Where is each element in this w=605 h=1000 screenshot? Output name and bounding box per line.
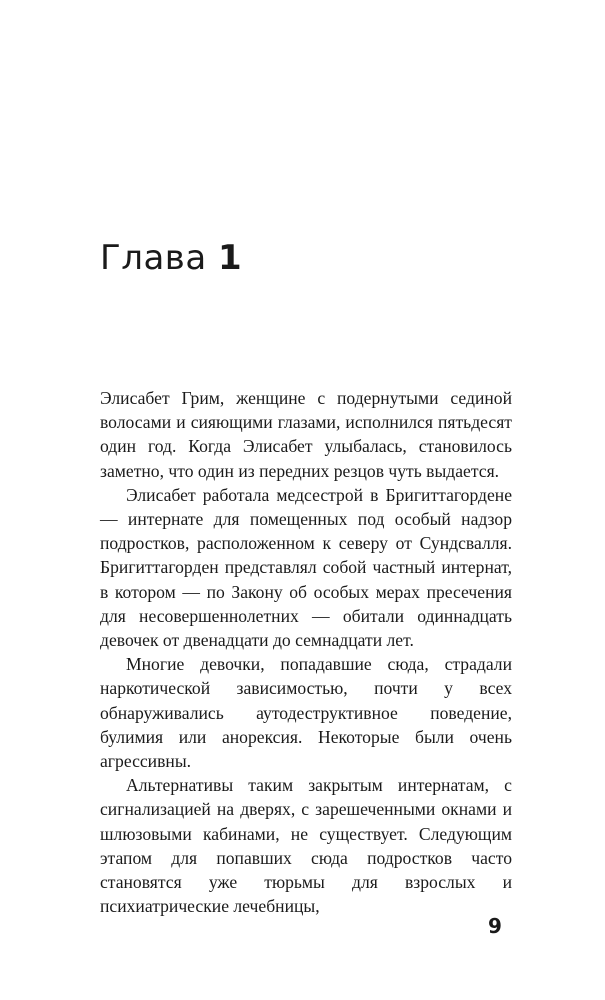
page-number: 9 — [488, 914, 502, 938]
chapter-number: 1 — [218, 238, 243, 278]
chapter-word: Глава — [100, 238, 207, 278]
paragraph: Элисабет работала медсестрой в Бригиттагордене — интернате для помещенных под особый надзор подростков, расположенном к северу от Сундсвалля. Бригиттагорден представлял собой частный интернат, в котором — по Закону об особых мерах пресечения для несовершеннолетних — обитали одиннадцать девочек от двенадцати до семнадцати лет. — [100, 484, 512, 651]
chapter-title — [100, 238, 242, 278]
paragraph: Многие девочки, попадавшие сюда, страдали наркотической зависимостью, почти у всех обнаруживались аутодеструктивное поведение, булимия или анорексия. Некоторые были очень агрессивны. — [100, 654, 512, 772]
paragraph: Элисабет Грим, женщине с подернутыми сединой волосами и сияющими глазами, исполнился пятьдесят один год. Когда Элисабет улыбалась, становилось заметно, что один из передних резцов чуть выдается. — [100, 388, 512, 481]
paragraph: Альтернативы таким закрытым интернатам, с сигнализацией на дверях, с зарешеченными окнами и шлюзовыми кабинами, не существует. Следующим этапом для попавших сюда подростков часто становятся уже тюрьмы для взрослых и психиатрические лечебницы, — [100, 775, 512, 917]
body-text — [100, 386, 512, 918]
